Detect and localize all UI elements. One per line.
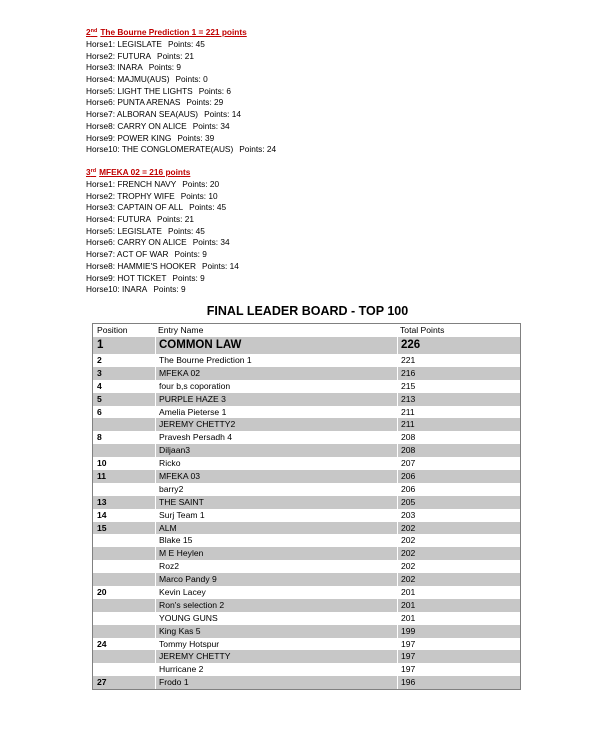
row-total-points: 226: [397, 337, 520, 354]
row-position: [93, 625, 155, 638]
horse-points: Points: 34: [192, 120, 230, 131]
row-entry-name: Ricko: [155, 457, 397, 470]
horse-line: [86, 261, 506, 273]
horse-line: [86, 214, 506, 226]
row-total-points: 205: [397, 496, 520, 509]
row-entry-name: JEREMY CHETTY: [155, 650, 397, 663]
horse-slot: Horse4:: [86, 74, 116, 85]
entry-title: The Bourne Prediction 1 = 221 points: [100, 27, 247, 37]
row-entry-name: Pravesh Persadh 4: [155, 431, 397, 444]
leaderboard-row: [93, 547, 520, 560]
leaderboard-table: [92, 323, 521, 690]
row-entry-name: PURPLE HAZE 3: [155, 393, 397, 406]
horse-points: Points: 9: [153, 284, 186, 295]
horse-list: [86, 39, 506, 156]
second-place-entry: [86, 24, 506, 156]
row-total-points: 201: [397, 586, 520, 599]
leaderboard-row: [93, 393, 520, 406]
row-entry-name: Tommy Hotspur: [155, 638, 397, 651]
row-total-points: 196: [397, 676, 520, 689]
row-entry-name: THE SAINT: [155, 496, 397, 509]
horse-name: FUTURA: [117, 214, 152, 225]
leaderboard-row: [93, 534, 520, 547]
horse-list: [86, 179, 506, 296]
row-entry-name: MFEKA 02: [155, 367, 397, 380]
leaderboard-row: [93, 599, 520, 612]
leaderboard-row: [93, 337, 520, 354]
leaderboard-row: [93, 418, 520, 431]
horse-points: Points: 39: [177, 132, 215, 143]
leaderboard-row: [93, 470, 520, 483]
horse-name: MAJMU(AUS): [117, 74, 170, 85]
horse-name: INARA: [121, 284, 148, 295]
leaderboard-title: FINAL LEADER BOARD - TOP 100: [206, 304, 409, 318]
rank-number: 2: [86, 27, 91, 37]
row-entry-name: Roz2: [155, 560, 397, 573]
row-position: [93, 418, 155, 431]
row-total-points: 202: [397, 547, 520, 560]
row-total-points: 202: [397, 573, 520, 586]
leaderboard-row: [93, 676, 520, 689]
horse-slot: Horse9:: [86, 272, 116, 283]
second-place-heading: [86, 24, 506, 39]
horse-line: [86, 133, 506, 145]
horse-slot: Horse8:: [86, 260, 116, 271]
horse-slot: Horse10:: [86, 144, 120, 155]
row-entry-name: COMMON LAW: [155, 337, 397, 354]
row-total-points: 203: [397, 509, 520, 522]
leaderboard-row: [93, 522, 520, 535]
entry-name-column-header: Entry Name: [158, 325, 204, 335]
horse-line: [86, 273, 506, 285]
horse-name: ACT OF WAR: [116, 249, 169, 260]
leaderboard-row: [93, 509, 520, 522]
horse-slot: Horse5:: [86, 225, 116, 236]
row-position: 4: [97, 380, 102, 391]
row-total-points: 208: [397, 444, 520, 457]
row-total-points: 202: [397, 560, 520, 573]
horse-slot: Horse5:: [86, 85, 116, 96]
leaderboard-header-row: [93, 323, 520, 337]
horse-name: LIGHT THE LIGHTS: [117, 85, 193, 96]
row-total-points: 202: [397, 522, 520, 535]
horse-slot: Horse3:: [86, 202, 116, 213]
row-position: 5: [97, 393, 102, 404]
row-entry-name: The Bourne Prediction 1: [155, 354, 397, 367]
horse-points: Points: 45: [189, 202, 227, 213]
horse-name: FUTURA: [117, 50, 152, 61]
horse-line: [86, 284, 506, 296]
row-position: [93, 547, 155, 560]
horse-line: [86, 121, 506, 133]
row-position: [93, 444, 155, 457]
leaderboard-row: [93, 367, 520, 380]
horse-line: [86, 191, 506, 203]
row-total-points: 197: [397, 650, 520, 663]
leaderboard-row: [93, 663, 520, 676]
horse-points: Points: 45: [167, 225, 205, 236]
row-entry-name: Amelia Pieterse 1: [155, 406, 397, 419]
row-position: [93, 534, 155, 547]
horse-line: [86, 237, 506, 249]
row-total-points: 206: [397, 483, 520, 496]
row-position: 15: [97, 522, 107, 533]
horse-slot: Horse6:: [86, 97, 116, 108]
horse-points: Points: 14: [201, 260, 239, 271]
row-total-points: 221: [397, 354, 520, 367]
row-entry-name: Surj Team 1: [155, 509, 397, 522]
leaderboard-row: [93, 431, 520, 444]
third-place-entry: [86, 164, 506, 296]
leaderboard-row: [93, 650, 520, 663]
horse-points: Points: 0: [175, 74, 208, 85]
row-entry-name: JEREMY CHETTY2: [155, 418, 397, 431]
row-total-points: 201: [397, 612, 520, 625]
horse-points: Points: 29: [186, 97, 224, 108]
position-column-header: Position: [97, 325, 128, 335]
horse-slot: Horse2:: [86, 50, 116, 61]
row-entry-name: YOUNG GUNS: [155, 612, 397, 625]
horse-name: TROPHY WIFE: [117, 190, 175, 201]
horse-line: [86, 51, 506, 63]
horse-name: POWER KING: [117, 132, 172, 143]
entry-title: MFEKA 02 = 216 points: [99, 167, 191, 177]
horse-points: Points: 6: [198, 85, 231, 96]
row-position: [93, 599, 155, 612]
horse-line: [86, 109, 506, 121]
leaderboard-row: [93, 354, 520, 367]
horse-name: HOT TICKET: [117, 272, 167, 283]
row-position: 1: [97, 339, 104, 351]
horse-slot: Horse1:: [86, 179, 116, 189]
row-total-points: 215: [397, 380, 520, 393]
leaderboard-row: [93, 560, 520, 573]
horse-slot: Horse9:: [86, 132, 116, 143]
row-entry-name: M E Heylen: [155, 547, 397, 560]
horse-slot: Horse3:: [86, 62, 116, 73]
leaderboard-row: [93, 380, 520, 393]
horse-points: Points: 9: [174, 249, 207, 260]
horse-line: [86, 226, 506, 238]
horse-name: CAPTAIN OF ALL: [117, 202, 184, 213]
horse-name: INARA: [117, 62, 143, 73]
row-entry-name: Frodo 1: [155, 676, 397, 689]
row-entry-name: Ron's selection 2: [155, 599, 397, 612]
row-entry-name: Blake 15: [155, 534, 397, 547]
horse-slot: Horse4:: [86, 214, 116, 225]
row-position: 10: [97, 458, 107, 469]
leaderboard-row: [93, 483, 520, 496]
row-entry-name: four b,s coporation: [155, 380, 397, 393]
horse-name: THE CONGLOMERATE(AUS): [121, 144, 234, 155]
horse-points: Points: 9: [148, 62, 182, 73]
horse-slot: Horse1:: [86, 39, 116, 49]
horse-slot: Horse7:: [86, 109, 116, 120]
row-total-points: 213: [397, 393, 520, 406]
horse-slot: Horse10:: [86, 284, 120, 295]
leaderboard-row: [93, 625, 520, 638]
total-points-column-header: Total Points: [400, 325, 445, 335]
horse-name: LEGISLATE: [117, 225, 162, 236]
horse-slot: Horse6:: [86, 237, 116, 248]
row-entry-name: MFEKA 03: [155, 470, 397, 483]
horse-line: [86, 62, 506, 74]
row-position: 2: [97, 355, 102, 365]
horse-slot: Horse2:: [86, 190, 116, 201]
row-position: 20: [97, 587, 107, 598]
row-total-points: 211: [397, 418, 520, 431]
row-position: [93, 663, 155, 676]
row-position: 27: [97, 677, 107, 688]
row-position: 13: [97, 496, 107, 507]
horse-points: Points: 34: [192, 237, 230, 248]
row-position: [93, 560, 155, 573]
leaderboard-body: [93, 337, 520, 689]
row-total-points: 216: [397, 367, 520, 380]
horse-line: [86, 144, 506, 156]
horse-line: [86, 86, 506, 98]
horse-points: Points: 10: [180, 190, 218, 201]
horse-name: PUNTA ARENAS: [117, 97, 181, 108]
horse-line: [86, 249, 506, 261]
row-entry-name: Kevin Lacey: [155, 586, 397, 599]
row-position: 8: [97, 432, 102, 443]
horse-name: LEGISLATE: [117, 39, 162, 49]
row-position: 3: [97, 367, 102, 378]
row-total-points: 197: [397, 638, 520, 651]
row-total-points: 206: [397, 470, 520, 483]
horse-line: [86, 202, 506, 214]
third-place-heading: [86, 164, 506, 179]
horse-name: CARRY ON ALICE: [117, 120, 187, 131]
horse-name: ALBORAN SEA(AUS): [116, 109, 199, 120]
row-position: [93, 573, 155, 586]
rank-number: 3: [86, 167, 91, 177]
leaderboard-row: [93, 586, 520, 599]
row-position: [93, 483, 155, 496]
horse-name: CARRY ON ALICE: [117, 237, 187, 248]
horse-name: HAMMIE'S HOOKER: [117, 260, 196, 271]
leaderboard-row: [93, 496, 520, 509]
horse-slot: Horse8:: [86, 120, 116, 131]
horse-points: Points: 24: [239, 144, 277, 155]
rank-suffix: rd: [90, 168, 97, 174]
row-entry-name: King Kas 5: [155, 625, 397, 638]
leaderboard-row: [93, 573, 520, 586]
horse-points: Points: 21: [157, 214, 194, 225]
row-total-points: 201: [397, 599, 520, 612]
rank-suffix: nd: [90, 28, 98, 34]
leaderboard-row: [93, 444, 520, 457]
horse-line: [86, 97, 506, 109]
horse-name: FRENCH NAVY: [117, 179, 177, 189]
row-total-points: 202: [397, 534, 520, 547]
horse-points: Points: 9: [172, 272, 205, 283]
row-position: [93, 612, 155, 625]
row-position: 6: [97, 406, 102, 417]
horse-points: Points: 21: [157, 50, 194, 61]
leaderboard-row: [93, 457, 520, 470]
row-entry-name: barry2: [155, 483, 397, 496]
row-total-points: 207: [397, 457, 520, 470]
row-total-points: 208: [397, 431, 520, 444]
row-position: [93, 650, 155, 663]
row-position: 14: [97, 509, 107, 520]
horse-slot: Horse7:: [86, 249, 116, 260]
row-entry-name: Hurricane 2: [155, 663, 397, 676]
horse-line: [86, 39, 506, 51]
horse-points: Points: 20: [182, 179, 220, 189]
row-entry-name: ALM: [155, 522, 397, 535]
leaderboard-row: [93, 638, 520, 651]
row-position: 11: [97, 471, 107, 482]
horse-line: [86, 179, 506, 191]
row-total-points: 211: [397, 406, 520, 419]
leaderboard-row: [93, 612, 520, 625]
row-entry-name: Diljaan3: [155, 444, 397, 457]
horse-points: Points: 14: [204, 109, 241, 120]
row-entry-name: Marco Pandy 9: [155, 573, 397, 586]
leaderboard-row: [93, 406, 520, 419]
row-total-points: 199: [397, 625, 520, 638]
row-total-points: 197: [397, 663, 520, 676]
horse-points: Points: 45: [167, 39, 205, 49]
row-position: 24: [97, 638, 107, 649]
horse-line: [86, 74, 506, 86]
